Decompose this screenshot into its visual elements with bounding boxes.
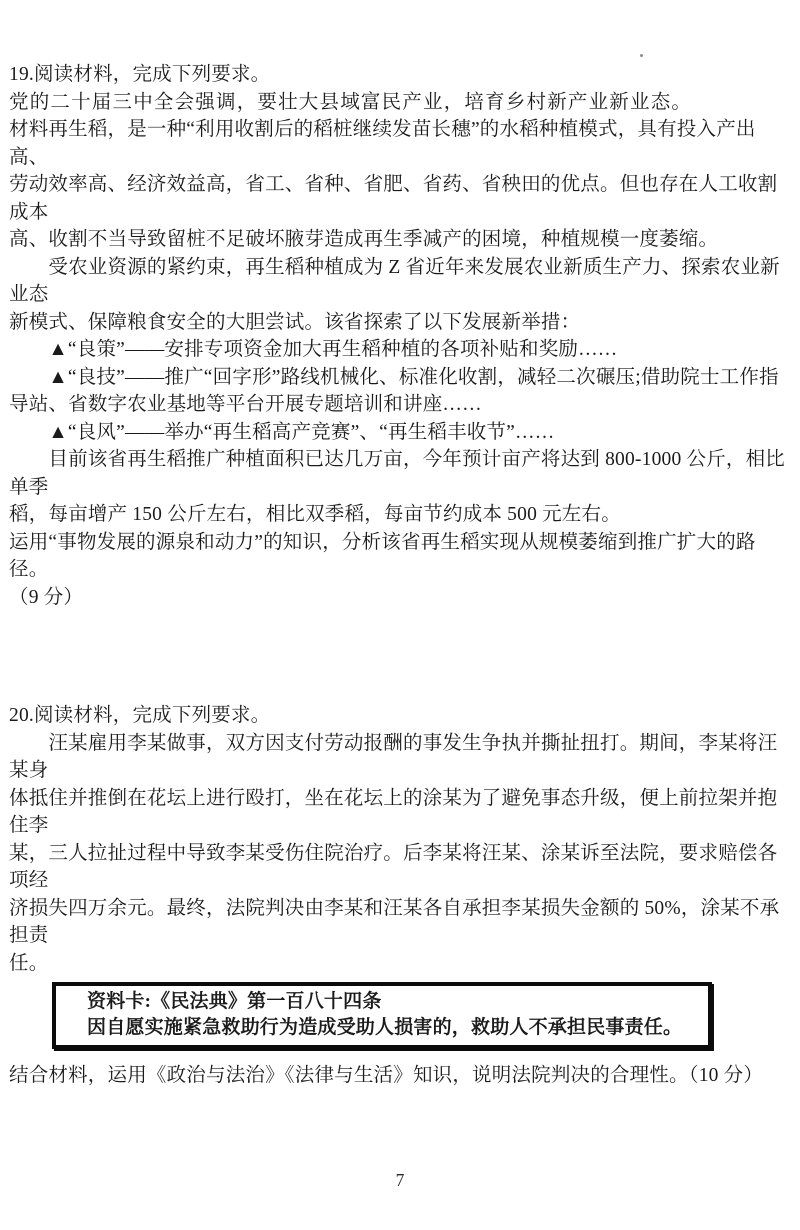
question-19 <box>9 61 792 611</box>
info-box-title: 资料卡:《民法典》第一百八十四条 <box>87 991 382 1012</box>
scan-artifact-dot <box>640 54 643 57</box>
q19-line: 稻，每亩增产 150 公斤左右，相比双季稻，每亩节约成本 500 元左右。 <box>9 504 621 525</box>
info-box-body: 因自愿实施紧急救助行为造成受助人损害的，救助人不承担民事责任。 <box>87 1017 683 1038</box>
q20-line: 体抵住并推倒在花坛上进行殴打，坐在花坛上的涂某为了避免事态升级，便上前拉架并抱住李 <box>9 787 778 836</box>
q19-score-line: （9 分） <box>9 586 84 608</box>
q20-line: 某，三人拉扯过程中导致李某受伤住院治疗。后李某将汪某、涂某诉至法院，要求赔偿各项经 <box>9 842 778 891</box>
q20-line: 济损失四万余元。最终，法院判决由李某和汪某各自承担李某损失金额的 50%，涂某不承担责 <box>9 897 780 946</box>
q19-bullet-line: ▲“良技”——推广“回字形”路线机械化、标准化收割，减轻二次碾压;借助院士工作指 <box>9 366 779 388</box>
q19-line: 劳动效率高、经济效益高，省工、省种、省肥、省药、省秧田的优点。但也存在人工收割成本 <box>9 174 778 223</box>
q19-task-line: 运用“事物发展的源泉和动力”的知识，分析该省再生稻实现从规模萎缩到推广扩大的路径。 <box>9 531 756 580</box>
q20-line: 汪某雇用李某做事，双方因支付劳动报酬的事发生争执并撕扯扭打。期间，李某将汪某身 <box>9 732 778 781</box>
q20-heading: 20.阅读材料，完成下列要求。 <box>9 705 271 726</box>
q19-line: 新模式、保障粮食安全的大胆尝试。该省探索了以下发展新举措： <box>9 311 581 333</box>
q19-bullet-line: ▲“良风”——举办“再生稻高产竞赛”、“再生稻丰收节”…… <box>9 421 555 443</box>
q20-task-line: 结合材料，运用《政治与法治》《法律与生活》知识，说明法院判决的合理性。（10 分） <box>9 1065 764 1086</box>
law-info-box <box>52 982 712 1049</box>
q19-bullet-line: ▲“良策”——安排专项资金加大再生稻种植的各项补贴和奖励…… <box>9 339 618 360</box>
q19-line: 党的二十届三中全会强调，要壮大县域富民产业，培育乡村新产业新业态。 <box>9 91 693 113</box>
q19-line: 材料再生稻，是一种“利用收割后的稻桩继续发苗长穗”的水稻种植模式，具有投入产出高、 <box>9 119 756 168</box>
q19-line: 高、收割不当导致留桩不足破坏腋芽造成再生季减产的困境，种植规模一度萎缩。 <box>9 229 719 250</box>
page-number: 7 <box>395 1170 405 1190</box>
q19-line: 目前该省再生稻推广种植面积已达几万亩，今年预计亩产将达到 800-1000 公斤，相比单季 <box>9 449 785 498</box>
q20-line: 任。 <box>9 952 49 974</box>
q19-heading: 19.阅读材料，完成下列要求。 <box>9 64 271 85</box>
question-20 <box>9 702 792 1090</box>
q19-line: 受农业资源的紧约束，再生稻种植成为 Z 省近年来发展农业新质生产力、探索农业新业态 <box>9 256 780 305</box>
q19-line: 导站、省数字农业基地等平台开展专题培训和讲座…… <box>9 394 482 415</box>
